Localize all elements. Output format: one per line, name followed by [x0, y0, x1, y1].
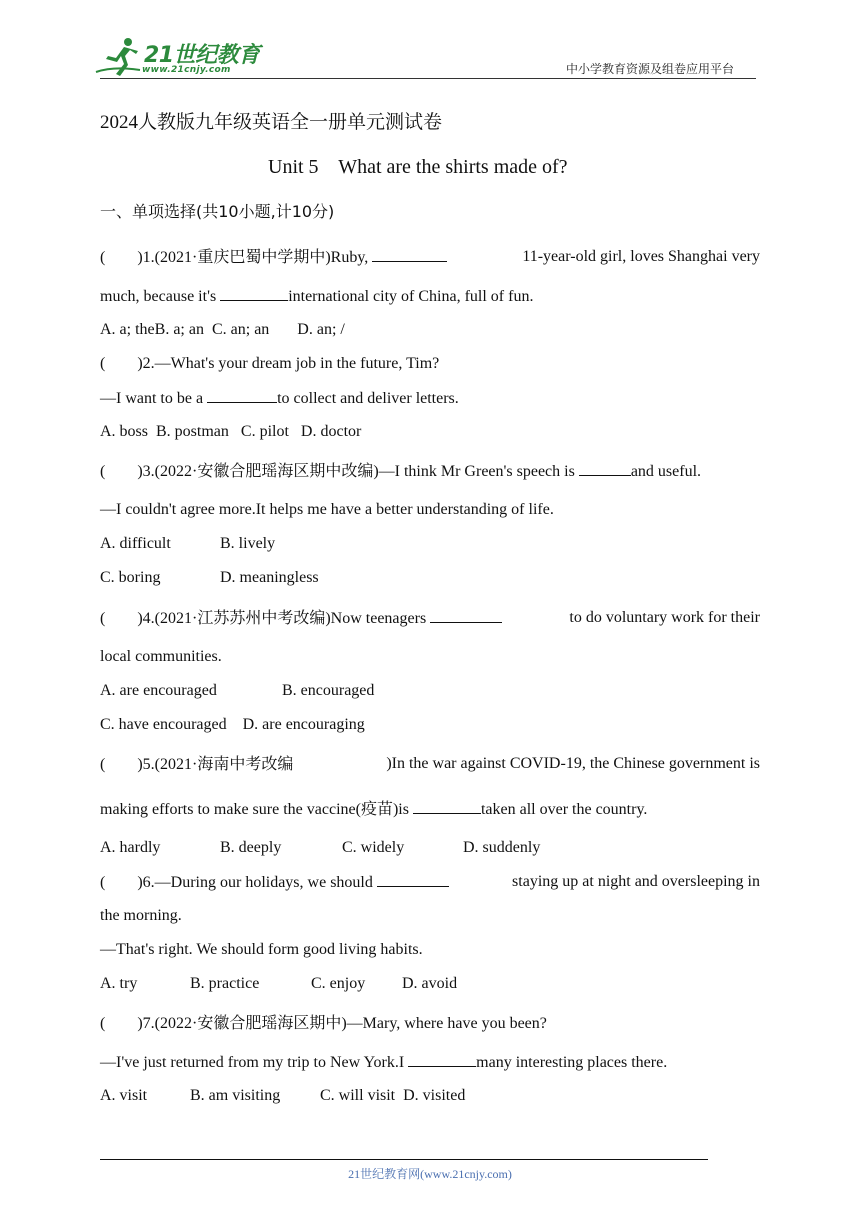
option-c: C. boring	[100, 569, 161, 586]
answer-blank[interactable]	[207, 388, 277, 403]
question-source: 安徽合肥瑶海区期中	[197, 1013, 342, 1032]
question-2-line-2	[100, 388, 459, 409]
option-a: A. visit	[100, 1087, 148, 1104]
option-c-d: C. will visit D. visited	[320, 1087, 466, 1104]
question-3	[100, 461, 701, 482]
question-text: much, because it's	[100, 288, 221, 305]
answer-blank[interactable]	[430, 608, 502, 623]
option-a: A. difficult	[100, 535, 171, 552]
footer-divider	[100, 1159, 708, 1160]
question-2-options: A. boss B. postman C. pilot D. doctor	[100, 423, 362, 440]
answer-blank[interactable]	[372, 247, 447, 262]
question-7-line-2	[100, 1052, 667, 1073]
section-heading: 一、单项选择(共10小题,计10分)	[100, 202, 335, 221]
option-b: B. deeply	[220, 839, 282, 856]
option-a: A. try	[100, 975, 138, 992]
question-text: )Ruby,	[325, 249, 373, 266]
question-4-line-2: local communities.	[100, 648, 222, 665]
question-1	[100, 247, 760, 268]
question-text: making efforts to make sure the vaccine(	[100, 801, 361, 818]
option-a: A. are encouraged	[100, 682, 217, 699]
question-source: 重庆巴蜀中学期中	[197, 247, 326, 266]
header-divider	[100, 78, 756, 79]
question-number: ( )4.(2021·	[100, 610, 198, 627]
option-b: B. am visiting	[190, 1087, 281, 1104]
question-text: to do voluntary work for their	[569, 609, 760, 626]
question-1-options: A. a; theB. a; an C. an; an D. an; /	[100, 321, 345, 338]
question-text: ( )6.—During our holidays, we should	[100, 874, 377, 891]
logo-text: 21世纪教育	[144, 43, 260, 68]
option-b: B. encouraged	[282, 682, 375, 699]
answer-blank[interactable]	[377, 872, 449, 887]
option-d: D. suddenly	[463, 839, 541, 856]
logo-url: www.21cnjy.com	[142, 65, 231, 75]
question-text: taken all over the country.	[480, 801, 648, 818]
answer-blank[interactable]	[579, 461, 631, 476]
option-b: B. practice	[190, 975, 260, 992]
question-6-line-2: the morning.	[100, 907, 182, 924]
question-number: ( )1.(2021·	[100, 249, 198, 266]
question-source: 海南中考改编	[197, 754, 294, 773]
question-number: ( )7.(2022·	[100, 1015, 198, 1032]
question-6-line-3: —That's right. We should form good living habits.	[100, 941, 423, 958]
question-text: )is	[392, 801, 413, 818]
question-source: 安徽合肥瑶海区期中改编	[197, 461, 374, 480]
question-text-cn: 疫苗	[360, 799, 393, 818]
question-text: staying up at night and oversleeping in	[512, 873, 760, 890]
question-7	[100, 1013, 547, 1034]
question-4	[100, 608, 760, 629]
question-text: and useful.	[630, 463, 702, 480]
question-text: 11-year-old girl, loves Shanghai very	[522, 248, 760, 265]
question-5-line-2	[100, 799, 647, 820]
question-6	[100, 872, 760, 893]
option-a: A. hardly	[100, 839, 161, 856]
runner-logo-icon	[94, 36, 144, 80]
option-d: D. meaningless	[220, 569, 319, 586]
option-c-d: C. have encouraged D. are encouraging	[100, 716, 365, 733]
question-5	[100, 754, 760, 775]
footer-text[interactable]: 21世纪教育网(www.21cnjy.com)	[348, 1167, 512, 1181]
question-text: )—Mary, where have you been?	[341, 1015, 547, 1032]
question-text: international city of China, full of fun.	[288, 288, 534, 305]
option-c: C. enjoy	[311, 975, 366, 992]
question-text: —I want to be a	[100, 390, 208, 407]
site-logo	[94, 36, 264, 80]
question-text: )Now teenagers	[325, 610, 431, 627]
option-c: C. widely	[342, 839, 405, 856]
question-text: —I've just returned from my trip to New York.I	[100, 1054, 409, 1071]
question-text: many interesting places there.	[476, 1054, 668, 1071]
option-d: D. avoid	[402, 975, 458, 992]
document-title: 2024人教版九年级英语全一册单元测试卷	[100, 112, 443, 133]
question-1-line-2	[100, 286, 533, 307]
question-source: 江苏苏州中考改编	[197, 608, 326, 627]
question-number: ( )3.(2022·	[100, 463, 198, 480]
question-text: to collect and deliver letters.	[277, 390, 459, 407]
unit-title: Unit 5 What are the shirts made of?	[268, 156, 568, 178]
question-3-line-2: —I couldn't agree more.It helps me have a better understanding of life.	[100, 501, 554, 518]
question-text: )In the war against COVID-19, the Chinese government is	[386, 755, 760, 772]
answer-blank[interactable]	[413, 799, 481, 814]
answer-blank[interactable]	[408, 1052, 476, 1067]
question-number: ( )5.(2021·	[100, 756, 198, 773]
question-text: )—I think Mr Green's speech is	[373, 463, 579, 480]
platform-name: 中小学教育资源及组卷应用平台	[566, 62, 735, 76]
question-2: ( )2.—What's your dream job in the future, Tim?	[100, 355, 440, 372]
answer-blank[interactable]	[220, 286, 288, 301]
option-b: B. lively	[220, 535, 276, 552]
